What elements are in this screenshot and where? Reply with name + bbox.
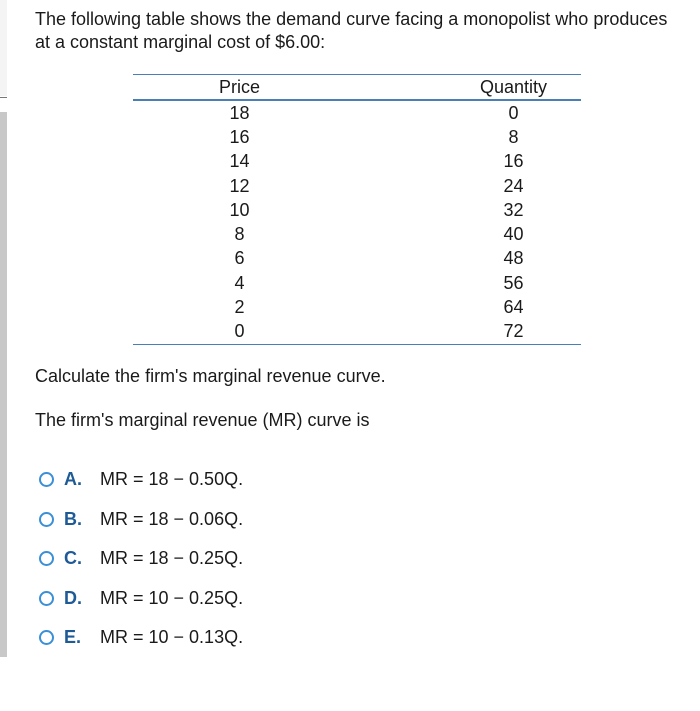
radio-button-c[interactable]: [39, 551, 54, 566]
quantity-cell: 16: [503, 151, 524, 172]
price-cell: 0: [133, 320, 346, 345]
quantity-cell: 24: [503, 175, 524, 196]
table-row: [133, 100, 581, 125]
quantity-cell: 32: [503, 199, 524, 220]
header-price: Price: [133, 75, 346, 101]
left-scrollbar[interactable]: [0, 112, 7, 657]
table-row: [133, 198, 581, 222]
price-cell: 12: [229, 175, 250, 196]
answer-options: [39, 460, 243, 658]
table-row: [133, 222, 581, 246]
price-cell: 18: [229, 102, 250, 123]
quantity-cell: 48: [503, 248, 524, 269]
option-letter: E.: [64, 627, 82, 648]
price-cell: 8: [234, 224, 245, 245]
option-text: MR = 18 − 0.50Q.: [100, 469, 244, 490]
radio-button-b[interactable]: [39, 512, 54, 527]
left-rail-tick: [0, 97, 7, 98]
price-cell: 4: [234, 272, 245, 293]
price-cell: 6: [234, 248, 245, 269]
table-row: [133, 247, 581, 271]
table-row: [133, 174, 581, 198]
option-letter: D.: [64, 587, 82, 608]
price-cell: 2: [234, 297, 245, 318]
demand-table: [133, 74, 581, 345]
quantity-cell: 8: [508, 126, 519, 147]
price-cell: 10: [229, 199, 250, 220]
option-letter: B.: [64, 508, 82, 529]
quantity-cell: 40: [503, 224, 524, 245]
radio-button-a[interactable]: [39, 472, 54, 487]
quantity-cell: 72: [446, 320, 581, 345]
price-cell: 16: [229, 126, 250, 147]
option-letter: C.: [64, 548, 82, 569]
option-letter: A.: [64, 469, 82, 490]
question-text: The following table shows the demand curve facing a monopolist who produces at a constant marginal cost of $6.00:: [35, 9, 668, 52]
option-b[interactable]: [39, 500, 243, 540]
option-c[interactable]: [39, 539, 243, 579]
table-header-row: [133, 75, 581, 101]
option-text: MR = 18 − 0.06Q.: [100, 508, 244, 529]
header-spacer: [346, 75, 446, 101]
option-e[interactable]: [39, 618, 243, 658]
option-text: MR = 10 − 0.25Q.: [100, 587, 244, 608]
quantity-cell: 64: [503, 297, 524, 318]
option-d[interactable]: [39, 579, 243, 619]
left-rail-top: [0, 0, 7, 96]
quantity-cell: 0: [508, 102, 519, 123]
table-row: [133, 150, 581, 174]
radio-button-e[interactable]: [39, 630, 54, 645]
instruction-text: Calculate the firm's marginal revenue curve.: [35, 366, 386, 386]
price-cell: 14: [229, 151, 250, 172]
table-row: [133, 295, 581, 319]
option-text: MR = 10 − 0.13Q.: [100, 627, 244, 648]
option-text: MR = 18 − 0.25Q.: [100, 548, 244, 569]
option-a[interactable]: [39, 460, 243, 500]
radio-button-d[interactable]: [39, 591, 54, 606]
table-row: [133, 125, 581, 149]
header-quantity: Quantity: [446, 75, 581, 101]
quantity-cell: 56: [503, 272, 524, 293]
table-row: [133, 320, 581, 345]
table-row: [133, 271, 581, 295]
prompt-text: The firm's marginal revenue (MR) curve is: [35, 410, 370, 430]
